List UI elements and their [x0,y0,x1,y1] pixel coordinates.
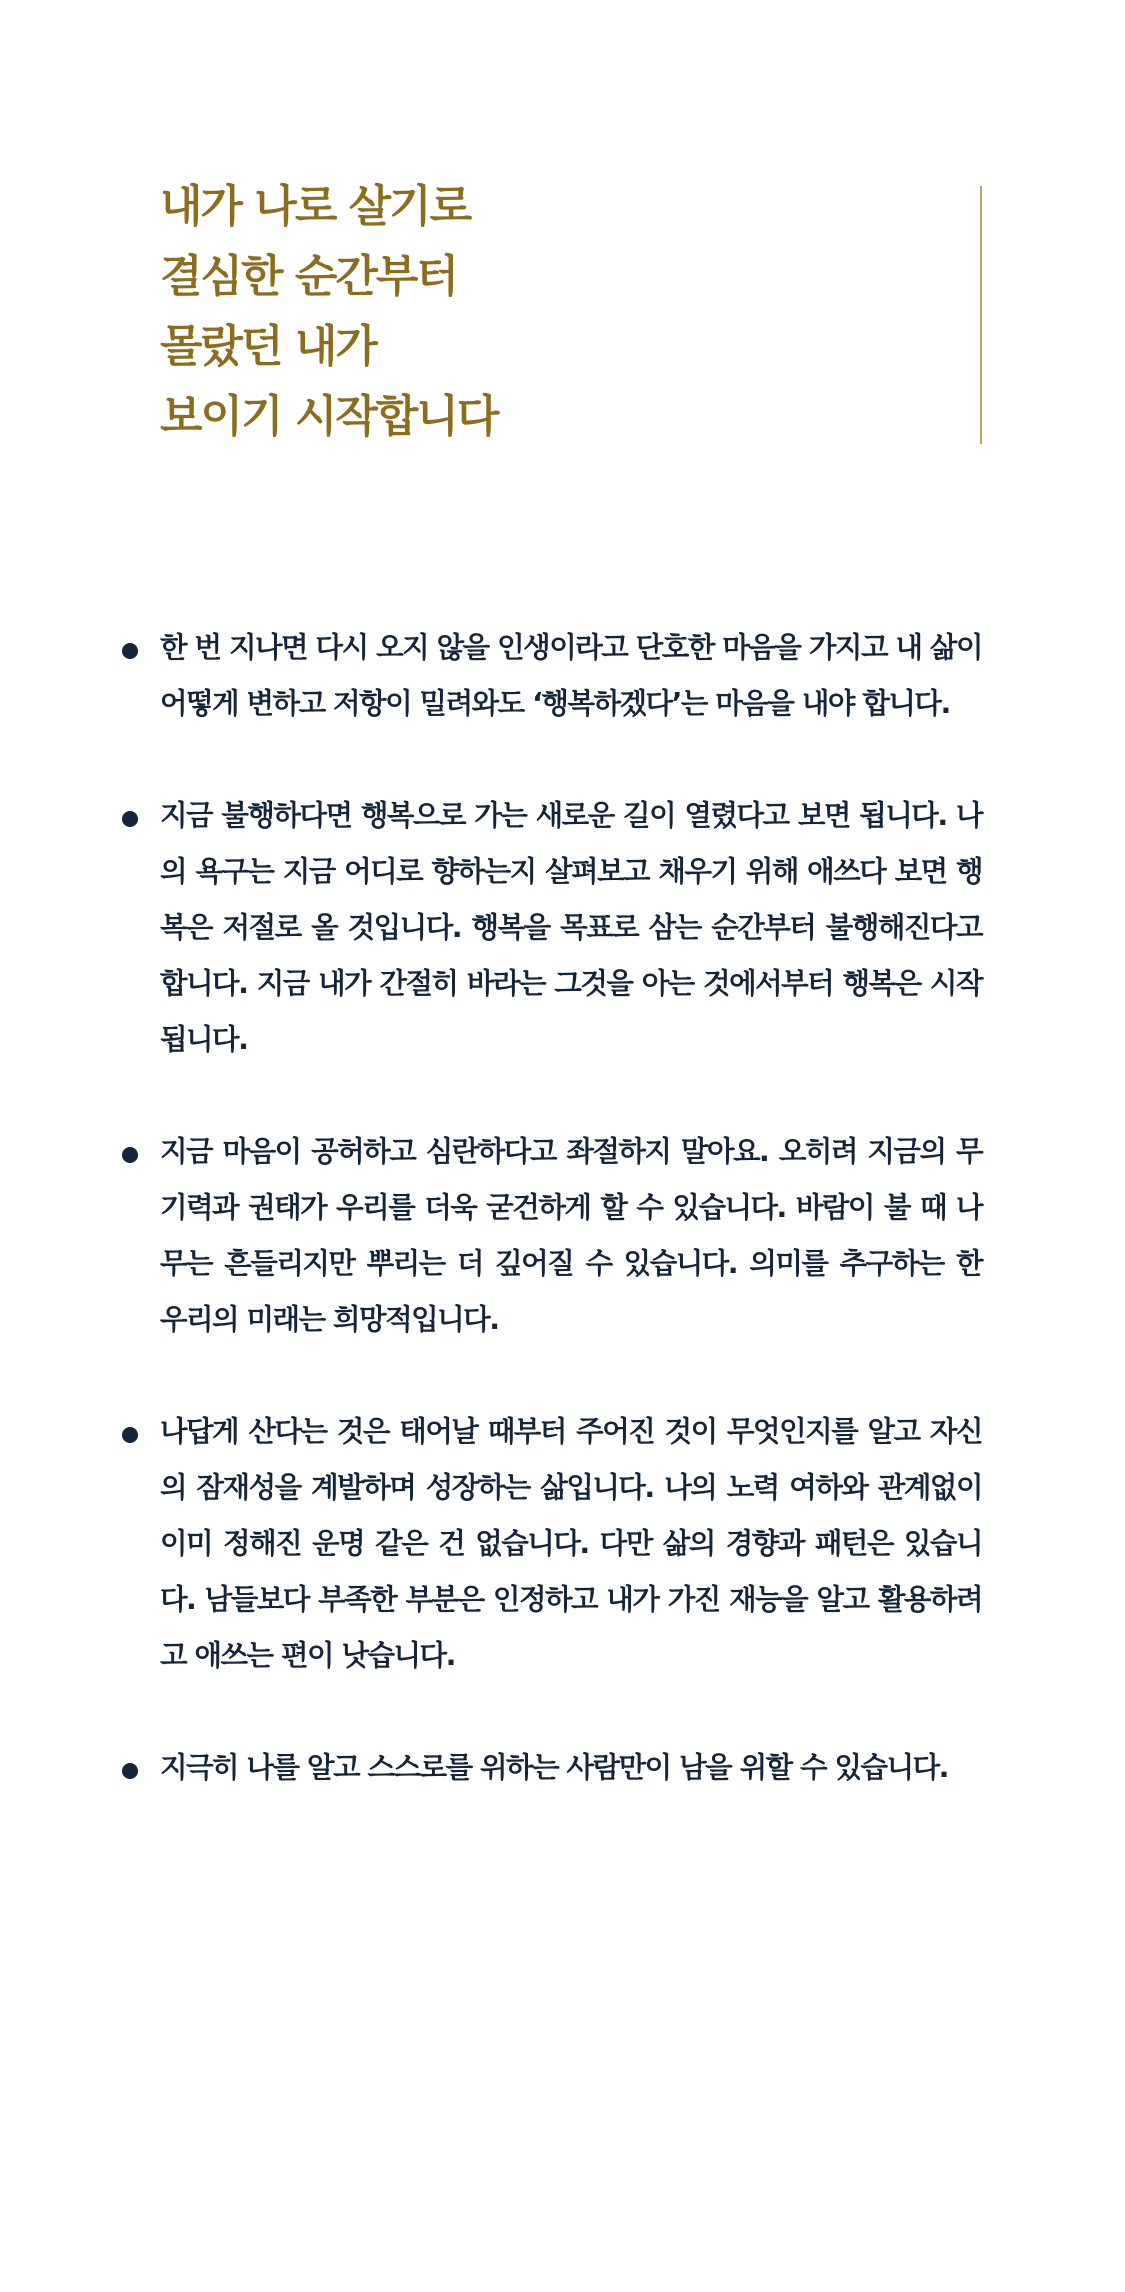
vertical-divider [980,186,982,444]
list-item [118,1124,982,1348]
title-line-4: 보이기 시작합니다 [160,391,498,442]
bullet-icon [122,643,138,659]
bullet-icon [122,1427,138,1443]
paragraph-text: 나답게 산다는 것은 태어날 때부터 주어진 것이 무엇인지를 알고 자신의 잠재성을 계발하며 성장하는 삶입니다. 나의 노력 여하와 관계없이 이미 정해진 운명 같은 건 없습니다. 다만 삶의 경향과 패턴은 있습니다. 남들보다 부족한 부분은 인정하고 내가 가진 재능을 알고 활용하려고 애쓰는 편이 낫습니다. [160,1415,982,1672]
paragraph-text: 지금 불행하다면 행복으로 가는 새로운 길이 열렸다고 보면 됩니다. 나의 욕구는 지금 어디로 향하는지 살펴보고 채우기 위해 애쓰다 보면 행복은 저절로 올 것입니다. 행복을 목표로 삼는 순간부터 불행해진다고 합니다. 지금 내가 간절히 바라는 그것을 아는 것에서부터 행복은 시작됩니다. [160,799,982,1056]
list-item [118,1740,982,1796]
title-block [160,172,982,444]
bullet-icon [122,1763,138,1779]
bullet-list [118,620,982,1852]
title-line-2: 결심한 순간부터 [160,251,457,302]
paragraph-text: 지금 마음이 공허하고 심란하다고 좌절하지 말아요. 오히려 지금의 무기력과 권태가 우리를 더욱 굳건하게 할 수 있습니다. 바람이 불 때 나무는 흔들리지만 뿌리는 더 깊어질 수 있습니다. 의미를 추구하는 한 우리의 미래는 희망적입니다. [160,1135,982,1336]
bullet-icon [122,1147,138,1163]
paragraph-text: 지극히 나를 알고 스스로를 위하는 사람만이 남을 위할 수 있습니다. [160,1751,948,1784]
page-title [160,172,982,452]
list-item [118,620,982,732]
title-line-1: 내가 나로 살기로 [160,181,471,232]
paragraph-text: 한 번 지나면 다시 오지 않을 인생이라고 단호한 마음을 가지고 내 삶이 어떻게 변하고 저항이 밀려와도 ‘행복하겠다’는 마음을 내야 합니다. [160,631,982,720]
list-item [118,788,982,1068]
bullet-icon [122,811,138,827]
title-line-3: 몰랐던 내가 [160,321,376,372]
list-item [118,1404,982,1684]
